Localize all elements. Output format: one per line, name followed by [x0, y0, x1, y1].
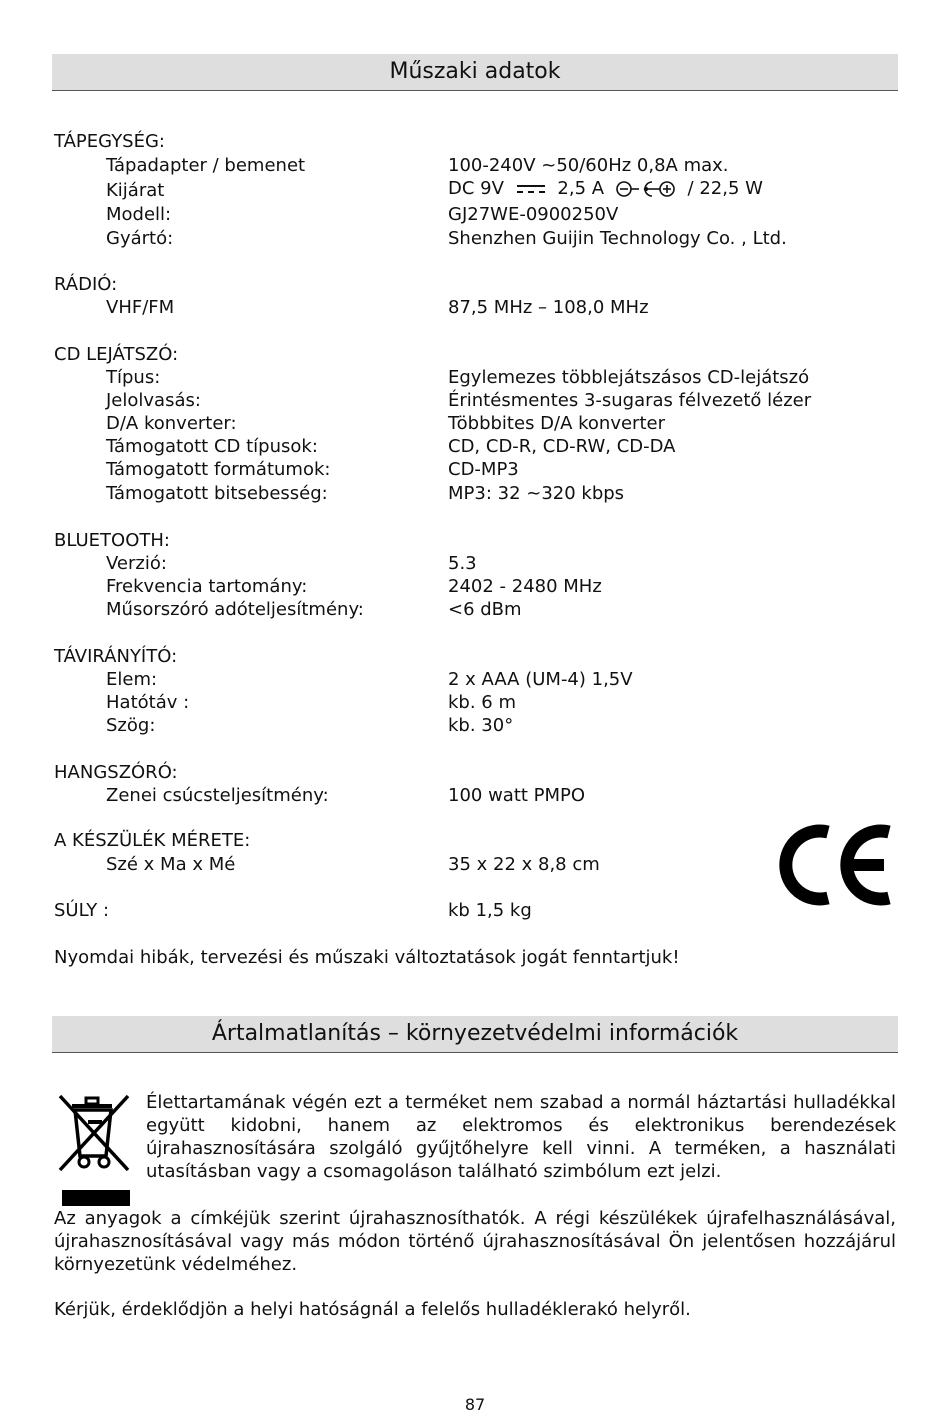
output-spec-value — [448, 178, 763, 200]
spec-value: GJ27WE-0900250V — [448, 204, 619, 225]
spec-label: Támogatott CD típusok: — [106, 436, 318, 457]
spec-label: Műsorszóró adóteljesítmény: — [106, 599, 364, 620]
radio-heading: RÁDIÓ: — [54, 274, 118, 295]
spec-value: kb. 6 m — [448, 692, 517, 713]
spec-label: Típus: — [106, 367, 161, 388]
crossed-out-wheelie-bin-icon — [56, 1090, 132, 1210]
spec-label: Elem: — [106, 669, 158, 690]
spec-label: Támogatott formátumok: — [106, 459, 331, 480]
spec-value: 100-240V ~50/60Hz 0,8A max. — [448, 155, 729, 176]
spec-label: Frekvencia tartomány: — [106, 576, 308, 597]
spec-label: D/A konverter: — [106, 413, 237, 434]
bluetooth-heading: BLUETOOTH: — [54, 530, 170, 551]
output-voltage: DC 9V — [448, 178, 504, 199]
spec-label: Zenei csúcsteljesítmény: — [106, 785, 329, 806]
disposal-paragraph-1: Élettartamának végén ezt a terméket nem szabad a normál háztartási hulladékkal együtt kidobni, hanem az elektromos és elektronikus berendezések újrahasznosítására szolgáló gyűjtőhelyre kell vinni. A terméken, a használati utasításban vagy a csomagoláson található szimbólum ezt jelzi. — [146, 1092, 896, 1182]
spec-value: 2 x AAA (UM-4) 1,5V — [448, 669, 633, 690]
spec-label: Szög: — [106, 715, 156, 736]
spec-value: Többbites D/A konverter — [448, 413, 665, 434]
output-current: 2,5 A — [557, 178, 605, 199]
spec-value: MP3: 32 ~320 kbps — [448, 483, 625, 504]
speaker-heading: HANGSZÓRÓ: — [54, 762, 178, 783]
disposal-paragraph-2: Az anyagok a címkéjük szerint újrahasznosíthatók. A régi készülékek újrafelhasználásával, újrahasznosításával vagy más módon történő újrahasznosításával Ön jelentősen hozzájárul környezetünk védelméhez. — [54, 1208, 896, 1275]
spec-label: Támogatott bitsebesség: — [106, 483, 328, 504]
spec-value: 100 watt PMPO — [448, 785, 586, 806]
disposal-section-header — [52, 1016, 898, 1053]
spec-label: Jelolvasás: — [106, 390, 201, 411]
spec-label: Szé x Ma x Mé — [106, 854, 236, 875]
weight-heading — [54, 900, 109, 922]
spec-label: Tápadapter / bemenet — [106, 155, 306, 176]
spec-value: Érintésmentes 3-sugaras félvezető lézer — [448, 390, 812, 411]
specs-section-title: Műszaki adatok — [389, 59, 561, 84]
spec-value: CD, CD-R, CD-RW, CD-DA — [448, 436, 676, 457]
page-number: 87 — [464, 1395, 486, 1414]
disposal-paragraph-3: Kérjük, érdeklődjön a helyi hatóságnál a felelős hulladéklerakó helyről. — [54, 1299, 691, 1320]
spec-label: Kijárat — [106, 180, 165, 201]
dimensions-heading: A KÉSZÜLÉK MÉRETE: — [54, 830, 251, 851]
dc-current-symbol-icon — [516, 183, 546, 195]
spec-value: CD-MP3 — [448, 459, 519, 480]
spec-value: Shenzhen Guijin Technology Co. , Ltd. — [448, 228, 787, 249]
output-power: / 22,5 W — [687, 178, 763, 199]
polarity-symbol-icon — [616, 179, 676, 199]
spec-label: Gyártó: — [106, 228, 174, 249]
spec-value: 5.3 — [448, 553, 477, 574]
weight-heading-text: SÚLY — [54, 900, 98, 921]
spec-value: 2402 - 2480 MHz — [448, 576, 602, 597]
specs-section-header — [52, 54, 898, 91]
spec-value: <6 dBm — [448, 599, 522, 620]
remote-heading: TÁVIRÁNYÍTÓ: — [54, 646, 178, 667]
spec-label: Modell: — [106, 204, 172, 225]
spec-value: kb. 30° — [448, 715, 514, 736]
cd-heading: CD LEJÁTSZÓ: — [54, 344, 179, 365]
spec-value: Egylemezes többlejátszásos CD-lejátszó — [448, 367, 810, 388]
disclaimer-text: Nyomdai hibák, tervezési és műszaki változtatások jogát fenntartjuk! — [54, 947, 680, 968]
disposal-section-title: Ártalmatlanítás – környezetvédelmi információk — [211, 1021, 739, 1046]
spec-value: 87,5 MHz – 108,0 MHz — [448, 297, 649, 318]
power-heading: TÁPEGYSÉG: — [54, 131, 165, 152]
spec-label: Verzió: — [106, 553, 167, 574]
weight-heading-suffix: : — [97, 900, 110, 921]
weight-value: kb 1,5 kg — [448, 900, 532, 921]
spec-label: Hatótáv : — [106, 692, 190, 713]
spec-value: 35 x 22 x 8,8 cm — [448, 854, 600, 875]
spec-label: VHF/FM — [106, 297, 175, 318]
ce-mark-icon — [776, 822, 896, 908]
